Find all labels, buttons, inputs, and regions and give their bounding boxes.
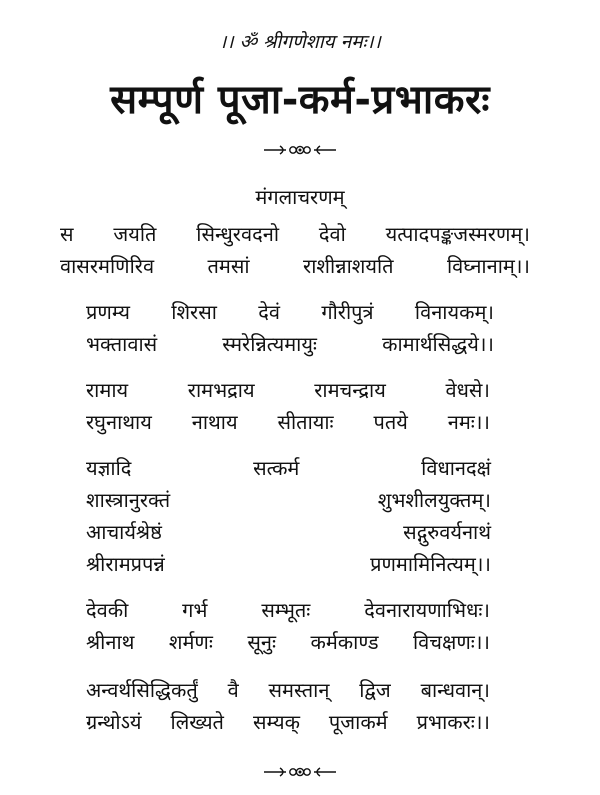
verse-word: शुभशीलयुक्तम्। xyxy=(377,488,491,512)
verse-word: शास्त्रानुरक्तं xyxy=(86,488,171,512)
verse-line: रामाय रामभद्राय रामचन्द्राय वेधसे। xyxy=(86,378,490,402)
verse-line: प्रणम्य शिरसा देवं गौरीपुत्रं विनायकम्। xyxy=(86,300,494,324)
verse-2 xyxy=(86,296,494,360)
verse-3 xyxy=(86,374,490,438)
verse-6 xyxy=(86,674,490,738)
verse-line: वासरमणिरिव तमसां राशीन्नाशयति विघ्नानाम्।। xyxy=(60,254,530,278)
verse-line: अन्वर्थसिद्धिकर्तुं वै समस्तान् द्विज बान्धवान्। xyxy=(86,678,490,702)
verse-line: श्रीनाथ शर्मणः सूनुः कर्मकाण्ड विचक्षणः।। xyxy=(86,630,490,654)
verse-line: रघुनाथाय नाथाय सीतायाः पतये नमः।। xyxy=(86,410,490,434)
verse-word: सत्कर्म xyxy=(253,456,300,480)
verse-word: यज्ञादि xyxy=(86,456,132,480)
ornament-divider-icon xyxy=(0,764,600,780)
verse-word: सद्गुरुवर्यनाथं xyxy=(403,520,491,544)
page-title: सम्पूर्ण पूजा-कर्म-प्रभाकरः xyxy=(110,77,490,123)
verse-5 xyxy=(86,594,490,658)
section-heading: मंगलाचरणम् xyxy=(255,185,345,209)
verse-word: श्रीरामप्रपन्नं xyxy=(86,552,165,576)
verse-line xyxy=(86,548,491,580)
verse-1 xyxy=(60,218,530,282)
verse-line: ग्रन्थोऽयं लिख्यते सम्यक् पूजाकर्म प्रभाकरः।। xyxy=(86,710,490,734)
verse-line: देवकी गर्भ सम्भूतः देवनारायणाभिधः। xyxy=(86,598,490,622)
verse-word: विधानदक्षं xyxy=(421,456,491,480)
verse-word: आचार्यश्रेष्ठं xyxy=(86,520,162,544)
verse-line xyxy=(86,516,491,548)
verse-line xyxy=(86,484,491,516)
ornament-divider-icon xyxy=(0,142,600,158)
invocation-line: ।। ॐ श्रीगणेशाय नमः।। xyxy=(219,31,381,53)
verse-4 xyxy=(86,452,491,580)
verse-line xyxy=(86,452,491,484)
verse-word: प्रणमामिनित्यम्।। xyxy=(370,552,491,576)
verse-line: स जयति सिन्धुरवदनो देवो यत्पादपङ्कजस्मरणम्। xyxy=(60,222,530,246)
verse-line: भक्तावासं स्मरेन्नित्यमायुः कामार्थसिद्धये।। xyxy=(86,332,494,356)
